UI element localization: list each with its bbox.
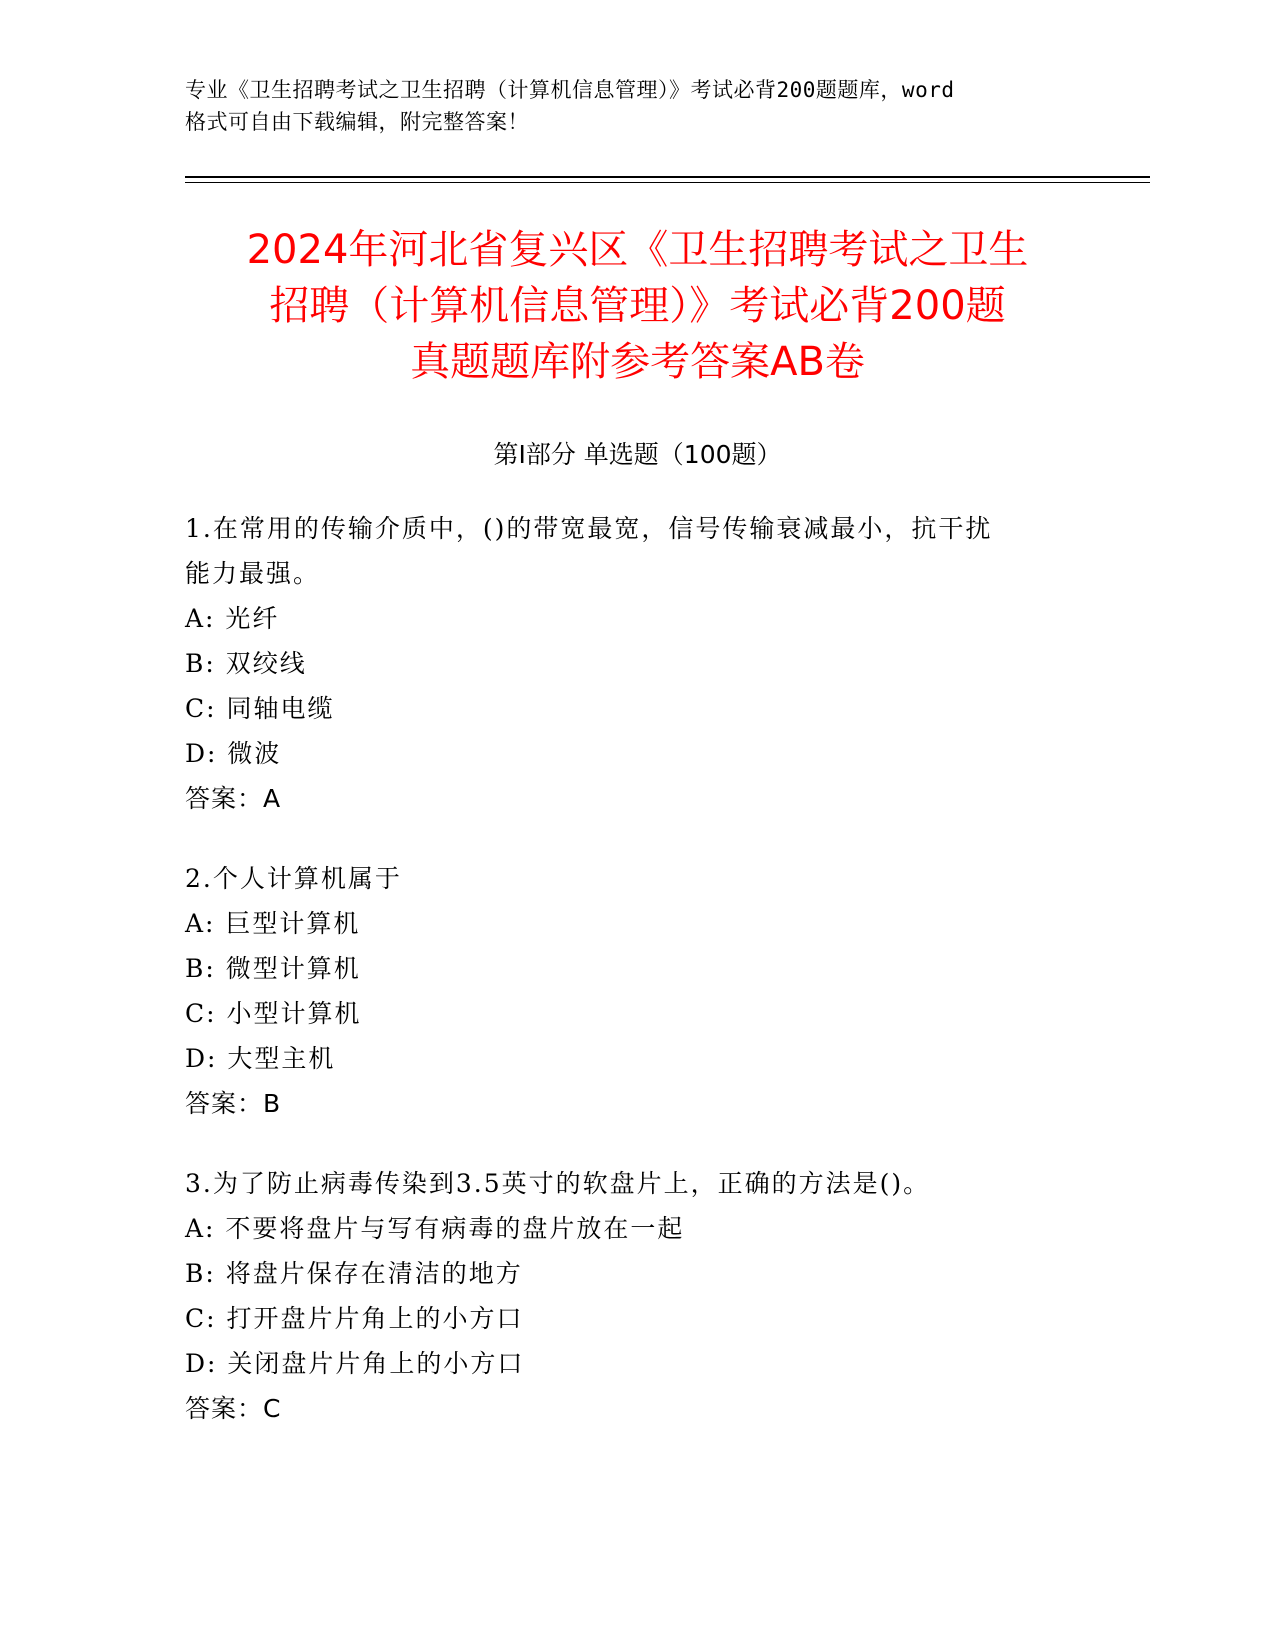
header-note-line-1: 专业《卫生招聘考试之卫生招聘（计算机信息管理）》考试必背200题题库，word bbox=[185, 78, 955, 102]
answer: 答案：B bbox=[185, 1089, 282, 1118]
document-title-line-2: 招聘（计算机信息管理）》考试必背200题 bbox=[269, 283, 1006, 329]
question-stem-continued: 能力最强。 bbox=[185, 559, 321, 588]
option-d: D: 大型主机 bbox=[185, 1044, 336, 1073]
header-rule-thick bbox=[185, 176, 1150, 178]
option-c: C: 打开盘片片角上的小方口 bbox=[185, 1304, 524, 1333]
option-c: C: 同轴电缆 bbox=[185, 694, 335, 723]
option-a: A: 光纤 bbox=[185, 604, 280, 633]
option-d: D: 关闭盘片片角上的小方口 bbox=[185, 1349, 525, 1378]
option-c: C: 小型计算机 bbox=[185, 999, 362, 1028]
section-title: 第Ⅰ部分 单选题（100题） bbox=[493, 440, 782, 469]
option-b: B: 将盘片保存在清洁的地方 bbox=[185, 1259, 523, 1288]
header-note-line-2: 格式可自由下载编辑，附完整答案！ bbox=[185, 110, 529, 134]
answer: 答案：C bbox=[185, 1394, 282, 1423]
option-a: A: 不要将盘片与写有病毒的盘片放在一起 bbox=[185, 1214, 685, 1243]
option-b: B: 微型计算机 bbox=[185, 954, 361, 983]
option-b: B: 双绞线 bbox=[185, 649, 307, 678]
question-stem: 2.个人计算机属于 bbox=[185, 864, 402, 893]
option-a: A: 巨型计算机 bbox=[185, 909, 361, 938]
answer: 答案：A bbox=[185, 784, 282, 813]
question-1 bbox=[185, 506, 1065, 821]
document-title-line-3: 真题题库附参考答案AB卷 bbox=[410, 339, 865, 385]
header-rule-thin bbox=[185, 182, 1150, 183]
document-title-line-1: 2024年河北省复兴区《卫生招聘考试之卫生 bbox=[246, 227, 1029, 273]
question-2 bbox=[185, 856, 1065, 1126]
option-d: D: 微波 bbox=[185, 739, 282, 768]
document-title bbox=[160, 222, 1115, 390]
question-stem: 1.在常用的传输介质中，()的带宽最宽，信号传输衰减最小，抗干扰 bbox=[185, 514, 993, 543]
question-stem: 3.为了防止病毒传染到3.5英寸的软盘片上，正确的方法是()。 bbox=[185, 1169, 931, 1198]
question-3 bbox=[185, 1161, 1065, 1431]
header-note bbox=[185, 74, 1085, 138]
